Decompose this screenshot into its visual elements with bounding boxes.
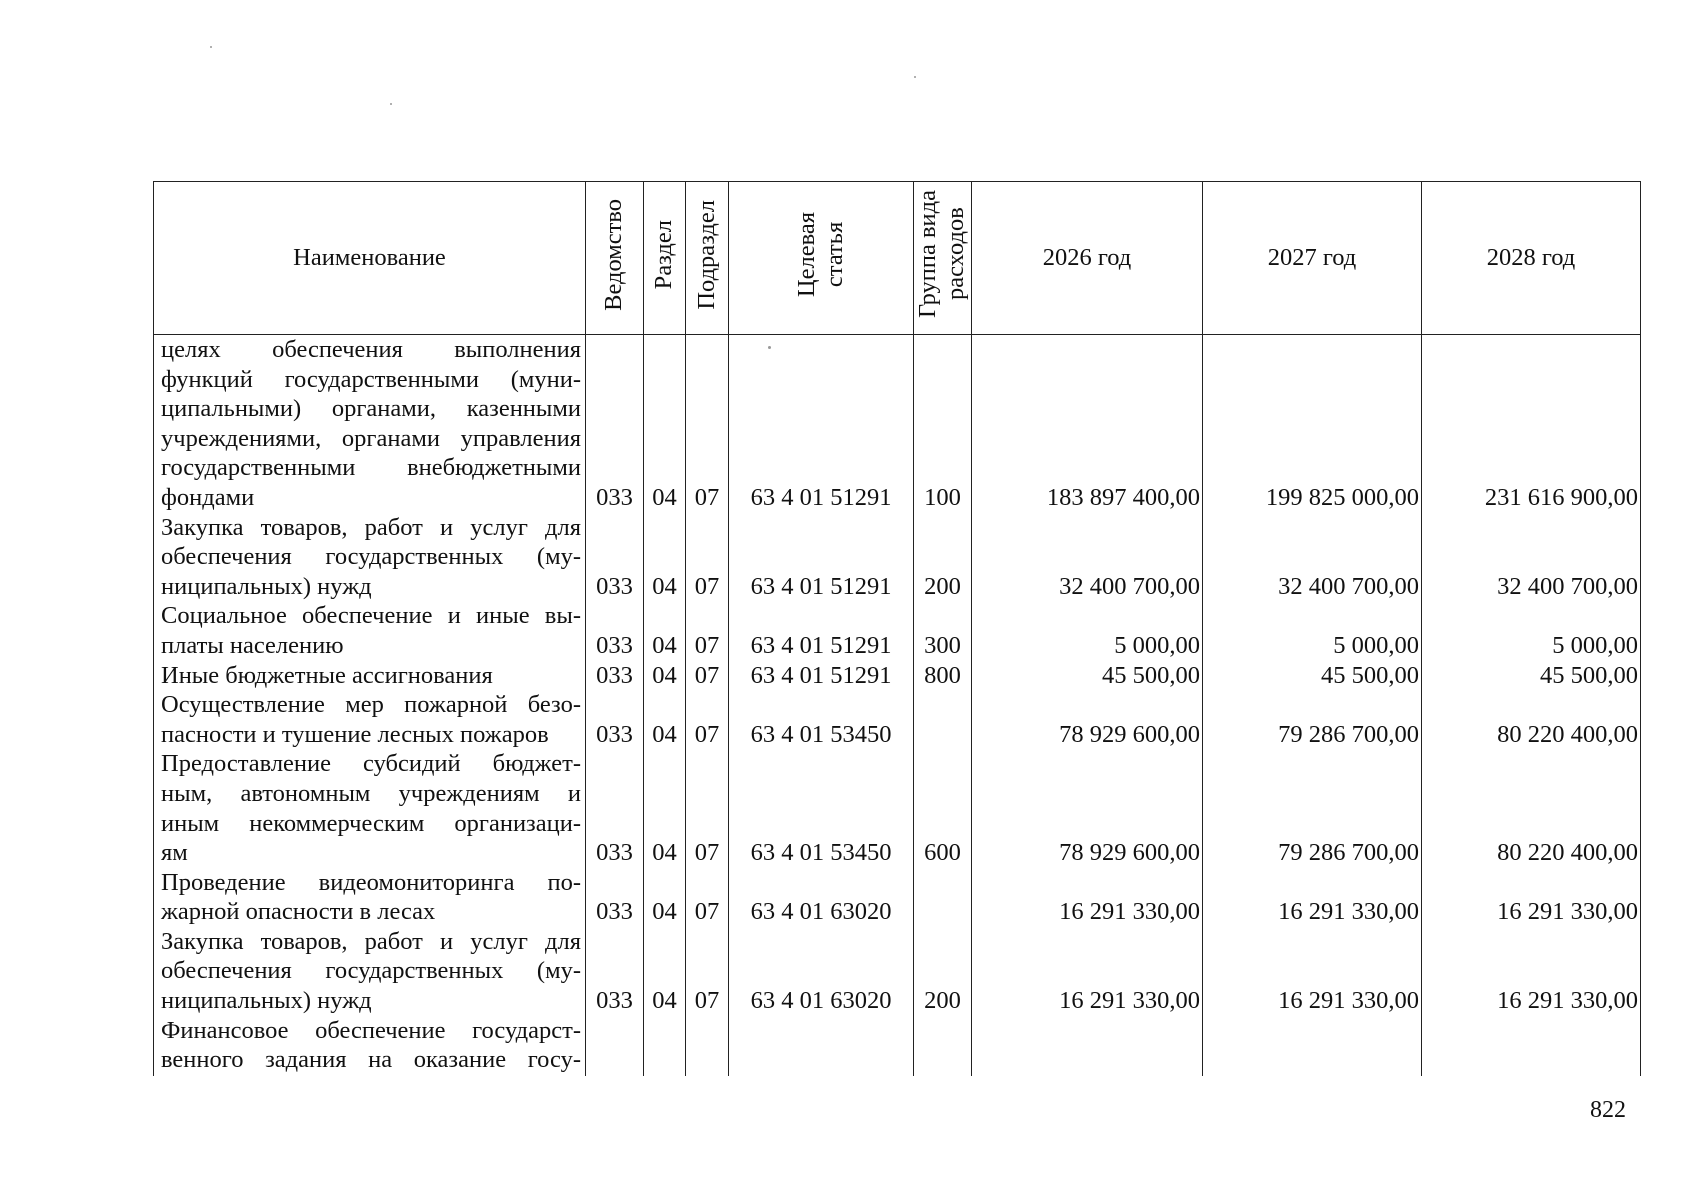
expense-group-cell: 100 — [914, 335, 972, 513]
header-year-2028: 2028 год — [1422, 182, 1641, 335]
row-name-line: функций государственными (муни- — [161, 365, 581, 393]
department-cell: 033 — [586, 690, 644, 749]
target-article-cell: 63 4 01 51291 — [729, 513, 914, 602]
scan-speck — [390, 103, 392, 105]
table-row — [154, 1016, 1641, 1076]
row-name-line: обеспечения государственных (му- — [161, 957, 581, 985]
table-header — [154, 182, 1641, 335]
scan-speck — [768, 346, 771, 349]
year-2027-cell: 199 825 000,00 — [1203, 335, 1422, 513]
table-row — [154, 513, 1641, 602]
header-row — [154, 182, 1641, 335]
scan-speck — [914, 76, 916, 78]
row-name-line: целях обеспечения выполнения — [161, 336, 581, 363]
target-article-cell: 63 4 01 51291 — [729, 601, 914, 660]
year-2027-cell: 16 291 330,00 — [1203, 927, 1422, 1016]
row-name-line: Проведение видеомониторинга по- — [161, 868, 581, 896]
section-cell: 04 — [644, 927, 686, 1016]
section-cell: 04 — [644, 690, 686, 749]
subsection-cell: 07 — [686, 661, 729, 691]
row-name-line: учреждениями, органами управления — [161, 424, 581, 452]
year-2027-cell: 79 286 700,00 — [1203, 749, 1422, 867]
year-2028-cell: 16 291 330,00 — [1422, 868, 1641, 927]
table-row — [154, 335, 1641, 513]
department-cell: 033 — [586, 868, 644, 927]
year-2027-cell: 32 400 700,00 — [1203, 513, 1422, 602]
header-subsection: Подраздел — [686, 182, 729, 335]
subsection-cell — [686, 1016, 729, 1076]
target-article-cell: 63 4 01 63020 — [729, 927, 914, 1016]
row-name-line: государственными внебюджетными — [161, 454, 581, 482]
year-2027-cell: 5 000,00 — [1203, 601, 1422, 660]
row-name-line: Закупка товаров, работ и услуг для — [161, 513, 581, 541]
year-2027-cell — [1203, 1016, 1422, 1076]
year-2027-cell: 79 286 700,00 — [1203, 690, 1422, 749]
section-cell: 04 — [644, 513, 686, 602]
section-cell: 04 — [644, 868, 686, 927]
table-row — [154, 927, 1641, 1016]
year-2027-cell: 45 500,00 — [1203, 661, 1422, 691]
header-year-2026: 2026 год — [972, 182, 1203, 335]
year-2028-cell: 16 291 330,00 — [1422, 927, 1641, 1016]
header-section: Раздел — [644, 182, 686, 335]
year-2026-cell: 78 929 600,00 — [972, 690, 1203, 749]
subsection-cell: 07 — [686, 927, 729, 1016]
subsection-cell: 07 — [686, 749, 729, 867]
department-cell: 033 — [586, 927, 644, 1016]
header-expense-group: Группа вида расходов — [914, 182, 972, 335]
table-row — [154, 690, 1641, 749]
section-cell: 04 — [644, 335, 686, 513]
year-2026-cell: 16 291 330,00 — [972, 868, 1203, 927]
year-2028-cell: 32 400 700,00 — [1422, 513, 1641, 602]
row-name-cell — [154, 513, 586, 602]
row-name-cell — [154, 690, 586, 749]
row-name-line: ным, автономным учреждениям и — [161, 779, 581, 807]
section-cell — [644, 1016, 686, 1076]
row-name-line: ниципальных) нужд — [161, 572, 372, 600]
row-name-cell — [154, 601, 586, 660]
year-2026-cell: 5 000,00 — [972, 601, 1203, 660]
department-cell: 033 — [586, 661, 644, 691]
subsection-cell: 07 — [686, 601, 729, 660]
expense-group-cell: 600 — [914, 749, 972, 867]
scan-speck — [210, 46, 212, 48]
year-2026-cell: 16 291 330,00 — [972, 927, 1203, 1016]
expense-group-cell: 800 — [914, 661, 972, 691]
table-body — [154, 335, 1641, 1076]
row-name-line: Социальное обеспечение и иные вы- — [161, 602, 581, 630]
year-2026-cell: 32 400 700,00 — [972, 513, 1203, 602]
expense-group-cell: 200 — [914, 927, 972, 1016]
year-2028-cell: 45 500,00 — [1422, 661, 1641, 691]
year-2028-cell: 80 220 400,00 — [1422, 749, 1641, 867]
header-department: Ведомство — [586, 182, 644, 335]
row-name-line: Финансовое обеспечение государст- — [161, 1016, 581, 1044]
year-2026-cell: 78 929 600,00 — [972, 749, 1203, 867]
row-name-line: пасности и тушение лесных пожаров — [161, 720, 549, 748]
row-name-line: ципальными) органами, казенными — [161, 395, 581, 423]
expense-group-cell — [914, 690, 972, 749]
subsection-cell: 07 — [686, 868, 729, 927]
target-article-cell: 63 4 01 51291 — [729, 335, 914, 513]
row-name-line: Иные бюджетные ассигнования — [161, 661, 493, 689]
subsection-cell: 07 — [686, 513, 729, 602]
header-name: Наименование — [154, 182, 586, 335]
row-name-cell — [154, 927, 586, 1016]
department-cell — [586, 1016, 644, 1076]
department-cell: 033 — [586, 749, 644, 867]
table-row — [154, 868, 1641, 927]
page-number: 822 — [1590, 1097, 1626, 1123]
table-row — [154, 601, 1641, 660]
row-name-cell — [154, 1016, 586, 1076]
row-name-line: жарной опасности в лесах — [161, 898, 436, 926]
table-row — [154, 661, 1641, 691]
row-name-cell — [154, 868, 586, 927]
expense-group-cell — [914, 1016, 972, 1076]
row-name-line: Осуществление мер пожарной безо- — [161, 691, 581, 719]
expense-group-cell — [914, 868, 972, 927]
expense-group-cell: 200 — [914, 513, 972, 602]
target-article-cell: 63 4 01 51291 — [729, 661, 914, 691]
department-cell: 033 — [586, 513, 644, 602]
row-name-line: Предоставление субсидий бюджет- — [161, 750, 581, 778]
section-cell: 04 — [644, 661, 686, 691]
header-target-article: Целевая статья — [729, 182, 914, 335]
row-name-line: фондами — [161, 483, 255, 511]
target-article-cell: 63 4 01 63020 — [729, 868, 914, 927]
target-article-cell: 63 4 01 53450 — [729, 749, 914, 867]
row-name-line: венного задания на оказание госу- — [161, 1046, 581, 1074]
target-article-cell: 63 4 01 53450 — [729, 690, 914, 749]
year-2028-cell — [1422, 1016, 1641, 1076]
target-article-cell — [729, 1016, 914, 1076]
table-row — [154, 749, 1641, 867]
row-name-line: иным некоммерческим организаци- — [161, 809, 581, 837]
header-year-2027: 2027 год — [1203, 182, 1422, 335]
subsection-cell: 07 — [686, 335, 729, 513]
year-2028-cell: 5 000,00 — [1422, 601, 1641, 660]
section-cell: 04 — [644, 601, 686, 660]
row-name-line: ям — [161, 839, 188, 867]
year-2028-cell: 80 220 400,00 — [1422, 690, 1641, 749]
row-name-cell — [154, 335, 586, 513]
row-name-line: ниципальных) нужд — [161, 987, 372, 1015]
subsection-cell: 07 — [686, 690, 729, 749]
year-2026-cell: 183 897 400,00 — [972, 335, 1203, 513]
row-name-line: платы населению — [161, 631, 344, 659]
section-cell: 04 — [644, 749, 686, 867]
budget-table — [153, 181, 1641, 1076]
row-name-cell — [154, 749, 586, 867]
row-name-line: Закупка товаров, работ и услуг для — [161, 927, 581, 955]
row-name-line: обеспечения государственных (му- — [161, 543, 581, 571]
expense-group-cell: 300 — [914, 601, 972, 660]
year-2026-cell — [972, 1016, 1203, 1076]
year-2028-cell: 231 616 900,00 — [1422, 335, 1641, 513]
year-2026-cell: 45 500,00 — [972, 661, 1203, 691]
year-2027-cell: 16 291 330,00 — [1203, 868, 1422, 927]
row-name-cell — [154, 661, 586, 691]
department-cell: 033 — [586, 335, 644, 513]
department-cell: 033 — [586, 601, 644, 660]
